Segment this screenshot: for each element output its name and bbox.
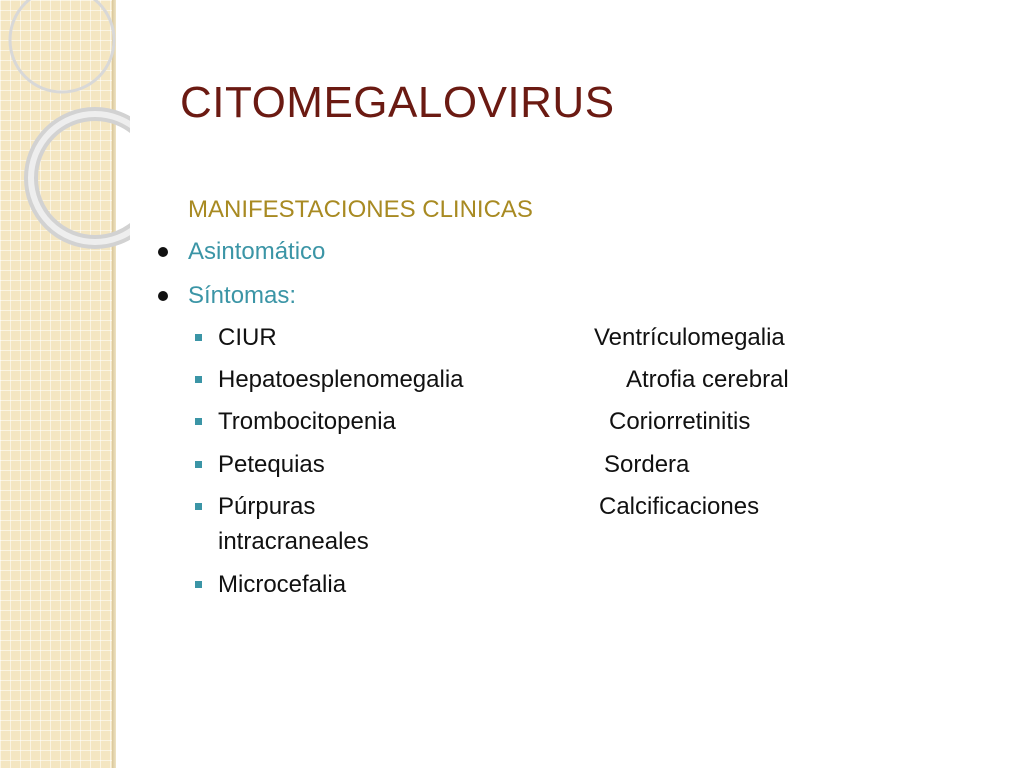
symptom-right: Sordera [604, 451, 690, 478]
symptom-row [195, 451, 895, 481]
bullet-dot-icon [158, 247, 168, 257]
symptom-row [195, 571, 895, 601]
decorative-rings [0, 0, 130, 260]
symptom-right: Calcificaciones [599, 493, 760, 520]
symptom-right: Coriorretinitis [609, 408, 751, 435]
symptom-left: Púrpuras [218, 493, 316, 520]
square-bullet-icon [195, 581, 202, 588]
bullet-dot-icon [158, 291, 168, 301]
section-subheading: MANIFESTACIONES CLINICAS [188, 196, 533, 223]
symptom-row [195, 408, 895, 438]
symptom-row [195, 324, 895, 354]
symptom-left: Microcefalia [218, 571, 347, 598]
symptom-row [195, 493, 895, 523]
square-bullet-icon [195, 376, 202, 383]
symptom-left: CIUR [218, 324, 277, 351]
symptom-right: Atrofia cerebral [626, 366, 789, 393]
bullet-text: Asintomático [188, 238, 326, 265]
square-bullet-icon [195, 334, 202, 341]
bullet-text: Síntomas: [188, 282, 297, 309]
symptom-row [195, 366, 895, 396]
square-bullet-icon [195, 503, 202, 510]
decorative-ring-top [10, 0, 114, 92]
symptom-left: Petequias [218, 451, 325, 478]
slide-title: CITOMEGALOVIRUS [180, 78, 615, 127]
symptom-right: Ventrículomegalia [594, 324, 785, 351]
decorative-ring-lower-inner [31, 114, 130, 242]
symptom-left: Trombocitopenia [218, 408, 396, 435]
square-bullet-icon [195, 461, 202, 468]
square-bullet-icon [195, 418, 202, 425]
symptom-continuation: intracraneales [218, 528, 369, 555]
symptom-left: Hepatoesplenomegalia [218, 366, 464, 393]
